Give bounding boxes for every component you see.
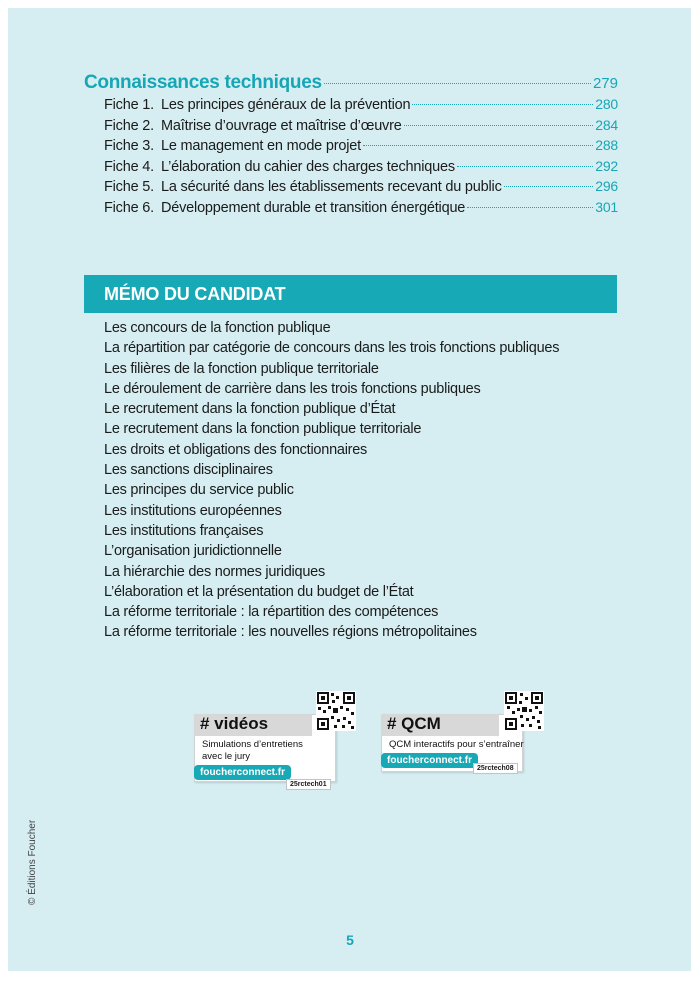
memo-item[interactable]: Les sanctions disciplinaires [104,462,273,479]
fiche-page: 292 [595,157,618,174]
toc-entry[interactable] [104,137,618,158]
dot-leader [324,83,591,84]
dot-leader [412,104,593,105]
fiche-page: 301 [595,198,618,215]
qr-code-icon[interactable] [504,691,544,731]
fiche-number: Fiche 4. [104,158,154,175]
qcm-card[interactable] [381,690,551,785]
memo-section-header [84,275,617,313]
fiche-title: Le management en mode projet [161,138,361,154]
copyright-notice: © Éditions Foucher [27,819,38,905]
memo-item[interactable]: Les institutions françaises [104,522,264,539]
memo-item[interactable]: Le déroulement de carrière dans les trois fonctions publiques [104,380,481,397]
dot-leader [467,207,593,208]
card-description-line: QCM interactifs pour s’entraîner [389,739,524,750]
memo-item[interactable]: L’élaboration et la présentation du budget de l’État [104,583,414,600]
fiche-number: Fiche 6. [104,199,154,216]
memo-item[interactable]: Les droits et obligations des fonctionnaires [104,441,368,458]
memo-list [104,318,614,643]
card-tag: # QCM [387,714,441,733]
memo-item[interactable]: La répartition par catégorie de concours dans les trois fonctions publiques [104,340,560,357]
fiche-page: 284 [595,116,618,133]
memo-item[interactable]: Le recrutement dans la fonction publique d’État [104,401,396,418]
memo-item[interactable]: Les principes du service public [104,482,294,499]
fiche-title: Développement durable et transition énergétique [161,199,466,216]
foucherconnect-link[interactable]: foucherconnect.fr [381,753,478,768]
page-number: 5 [346,932,354,948]
fiche-title: Maîtrise d’ouvrage et maîtrise d’œuvre [161,117,402,134]
toc-entry[interactable] [104,158,618,179]
card-description [202,739,303,763]
dot-leader [504,186,594,187]
dot-leader [457,166,593,167]
card-description-line: Simulations d’entretiens [202,739,303,750]
memo-item[interactable]: L’organisation juridictionnelle [104,543,282,560]
videos-card[interactable] [194,690,364,795]
dot-leader [363,145,593,146]
fiche-number: Fiche 2. [104,117,154,134]
toc-heading-page: 279 [592,75,618,92]
memo-title: MÉMO DU CANDIDAT [104,283,286,304]
card-description [389,739,524,751]
fiche-title: Les principes généraux de la prévention [161,97,411,113]
toc-entry[interactable] [104,117,618,138]
toc-entry[interactable] [104,96,618,117]
fiche-number: Fiche 3. [104,138,154,154]
card-description-line: avec le jury [202,751,251,762]
memo-item[interactable]: Les institutions européennes [104,502,282,519]
fiche-number: Fiche 5. [104,179,154,195]
foucherconnect-link[interactable]: foucherconnect.fr [194,765,291,780]
toc-list [104,96,618,219]
fiche-page: 288 [595,137,618,153]
card-tag: # vidéos [200,714,269,733]
memo-item[interactable]: Les concours de la fonction publique [104,320,331,336]
memo-item[interactable]: La réforme territoriale : la répartition des compétences [104,604,439,621]
fiche-page: 280 [595,96,618,112]
toc-heading-label: Connaissances techniques [84,72,322,93]
fiche-title: L’élaboration du cahier des charges techniques [161,158,455,175]
memo-item[interactable]: La réforme territoriale : les nouvelles régions métropolitaines [104,624,477,641]
toc-section-heading[interactable] [84,72,618,94]
memo-item[interactable]: Le recrutement dans la fonction publique territoriale [104,421,422,438]
fiche-title: La sécurité dans les établissements recevant du public [161,179,502,195]
toc-entry[interactable] [104,199,618,220]
access-code: 25rctech08 [473,763,518,774]
dot-leader [404,125,594,126]
memo-item[interactable]: La hiérarchie des normes juridiques [104,563,325,580]
memo-item[interactable]: Les filières de la fonction publique territoriale [104,360,379,377]
qr-code-icon[interactable] [316,691,356,731]
fiche-number: Fiche 1. [104,97,154,113]
fiche-page: 296 [595,178,618,194]
toc-entry[interactable] [104,178,618,199]
access-code: 25rctech01 [286,779,331,790]
